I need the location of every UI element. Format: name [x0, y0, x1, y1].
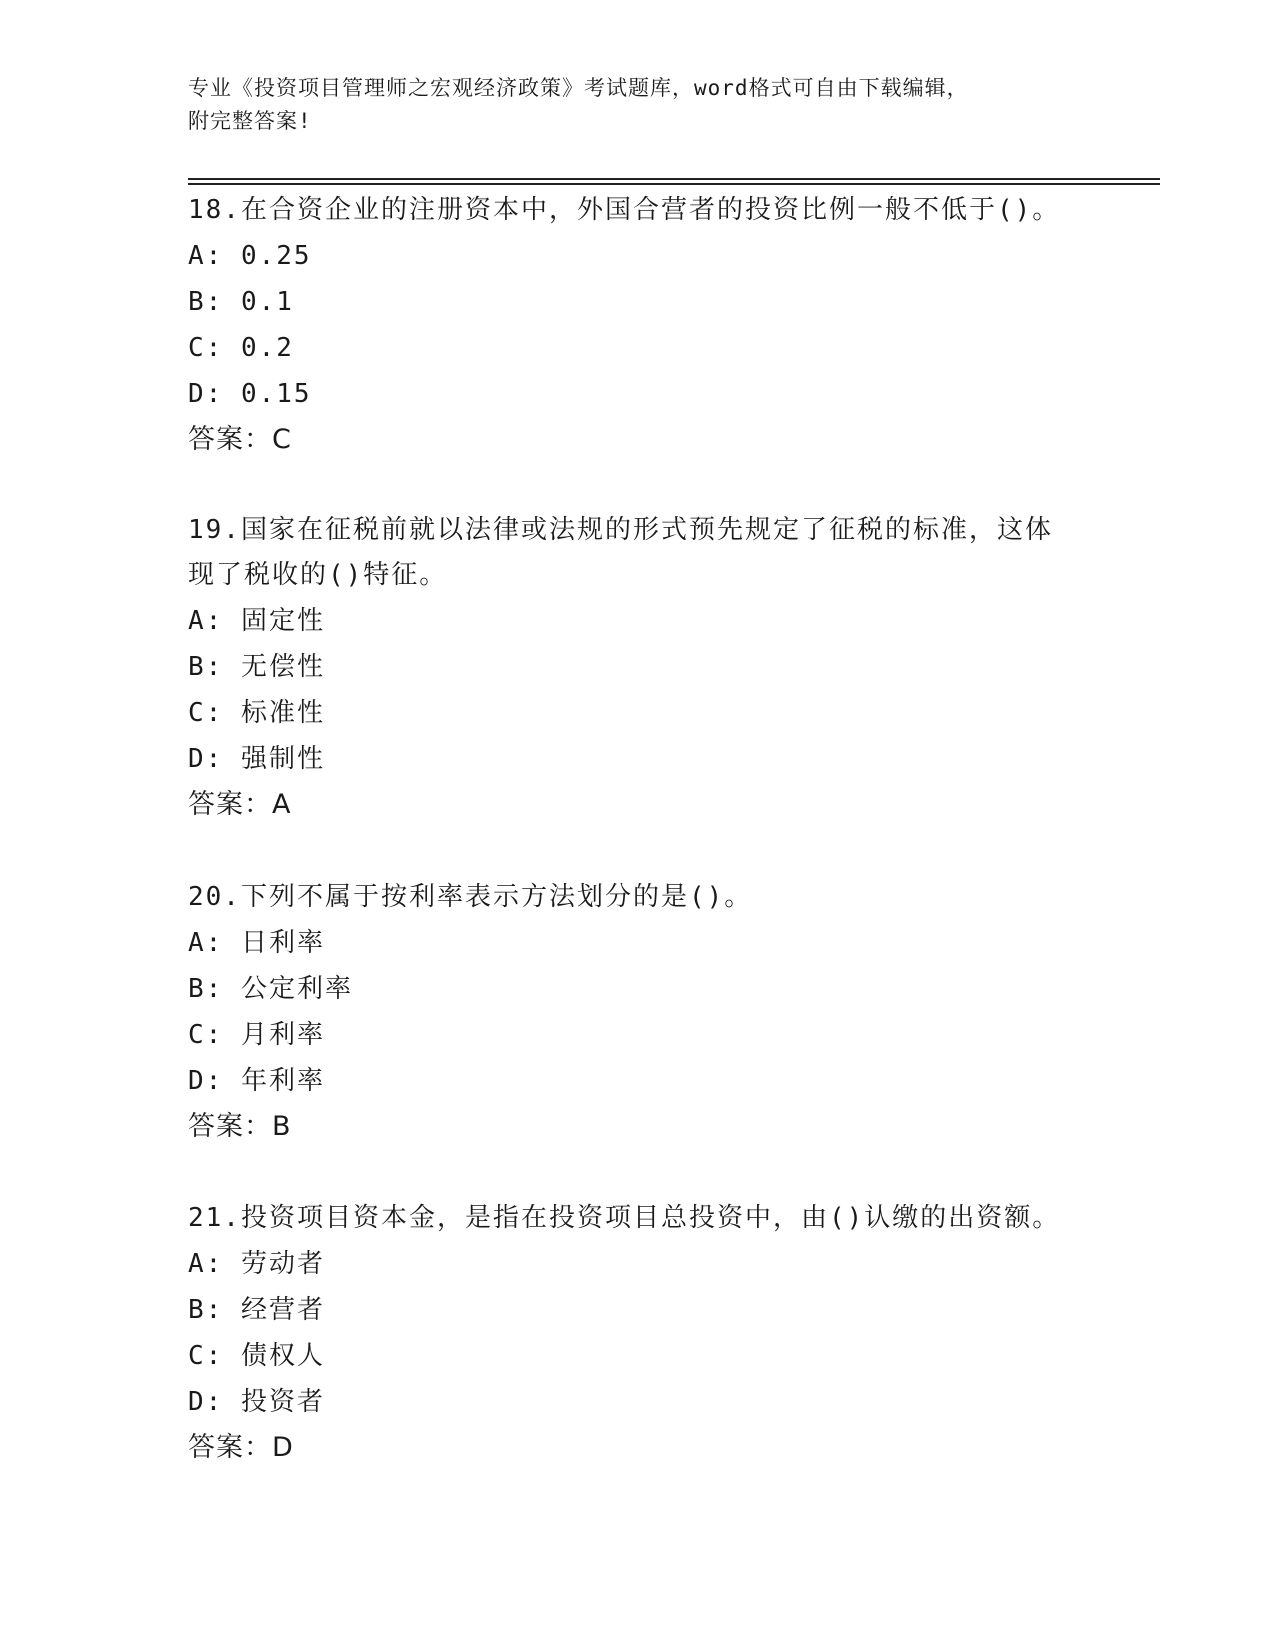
option-b: B: 无偿性	[188, 652, 325, 682]
option-b: B: 0.1	[188, 287, 294, 317]
option-d: D: 年利率	[188, 1066, 325, 1096]
question-stem-line-2: 现了税收的()特征。	[188, 560, 448, 590]
option-b: B: 经营者	[188, 1295, 325, 1325]
question-19	[188, 508, 1088, 828]
header-divider-top	[188, 178, 1160, 180]
question-stem: 20.下列不属于按利率表示方法划分的是()。	[188, 882, 753, 912]
answer: 答案：C	[188, 424, 292, 455]
option-c: C: 债权人	[188, 1341, 325, 1371]
option-d: D: 强制性	[188, 744, 325, 774]
option-a: A: 0.25	[188, 241, 312, 271]
option-b: B: 公定利率	[188, 974, 353, 1004]
option-a: A: 固定性	[188, 606, 325, 636]
option-a: A: 劳动者	[188, 1249, 325, 1279]
option-c: C: 标准性	[188, 698, 325, 728]
document-header	[188, 72, 1068, 138]
header-divider-bottom	[188, 183, 1160, 185]
option-d: D: 投资者	[188, 1387, 325, 1417]
question-stem-line-1: 19.国家在征税前就以法律或法规的形式预先规定了征税的标准，这体	[188, 515, 1053, 545]
header-line-1: 专业《投资项目管理师之宏观经济政策》考试题库，word格式可自由下载编辑，	[188, 76, 969, 100]
question-stem: 18.在合资企业的注册资本中，外国合营者的投资比例一般不低于()。	[188, 195, 1061, 225]
option-a: A: 日利率	[188, 928, 325, 958]
answer: 答案：A	[188, 789, 292, 820]
answer: 答案：D	[188, 1432, 294, 1463]
question-stem: 21.投资项目资本金，是指在投资项目总投资中，由()认缴的出资额。	[188, 1203, 1061, 1233]
option-c: C: 月利率	[188, 1020, 325, 1050]
header-line-2: 附完整答案!	[188, 109, 312, 133]
option-c: C: 0.2	[188, 333, 294, 363]
option-d: D: 0.15	[188, 379, 312, 409]
question-20	[188, 875, 1088, 1150]
question-18	[188, 188, 1088, 463]
answer: 答案：B	[188, 1111, 292, 1142]
question-21	[188, 1196, 1088, 1471]
